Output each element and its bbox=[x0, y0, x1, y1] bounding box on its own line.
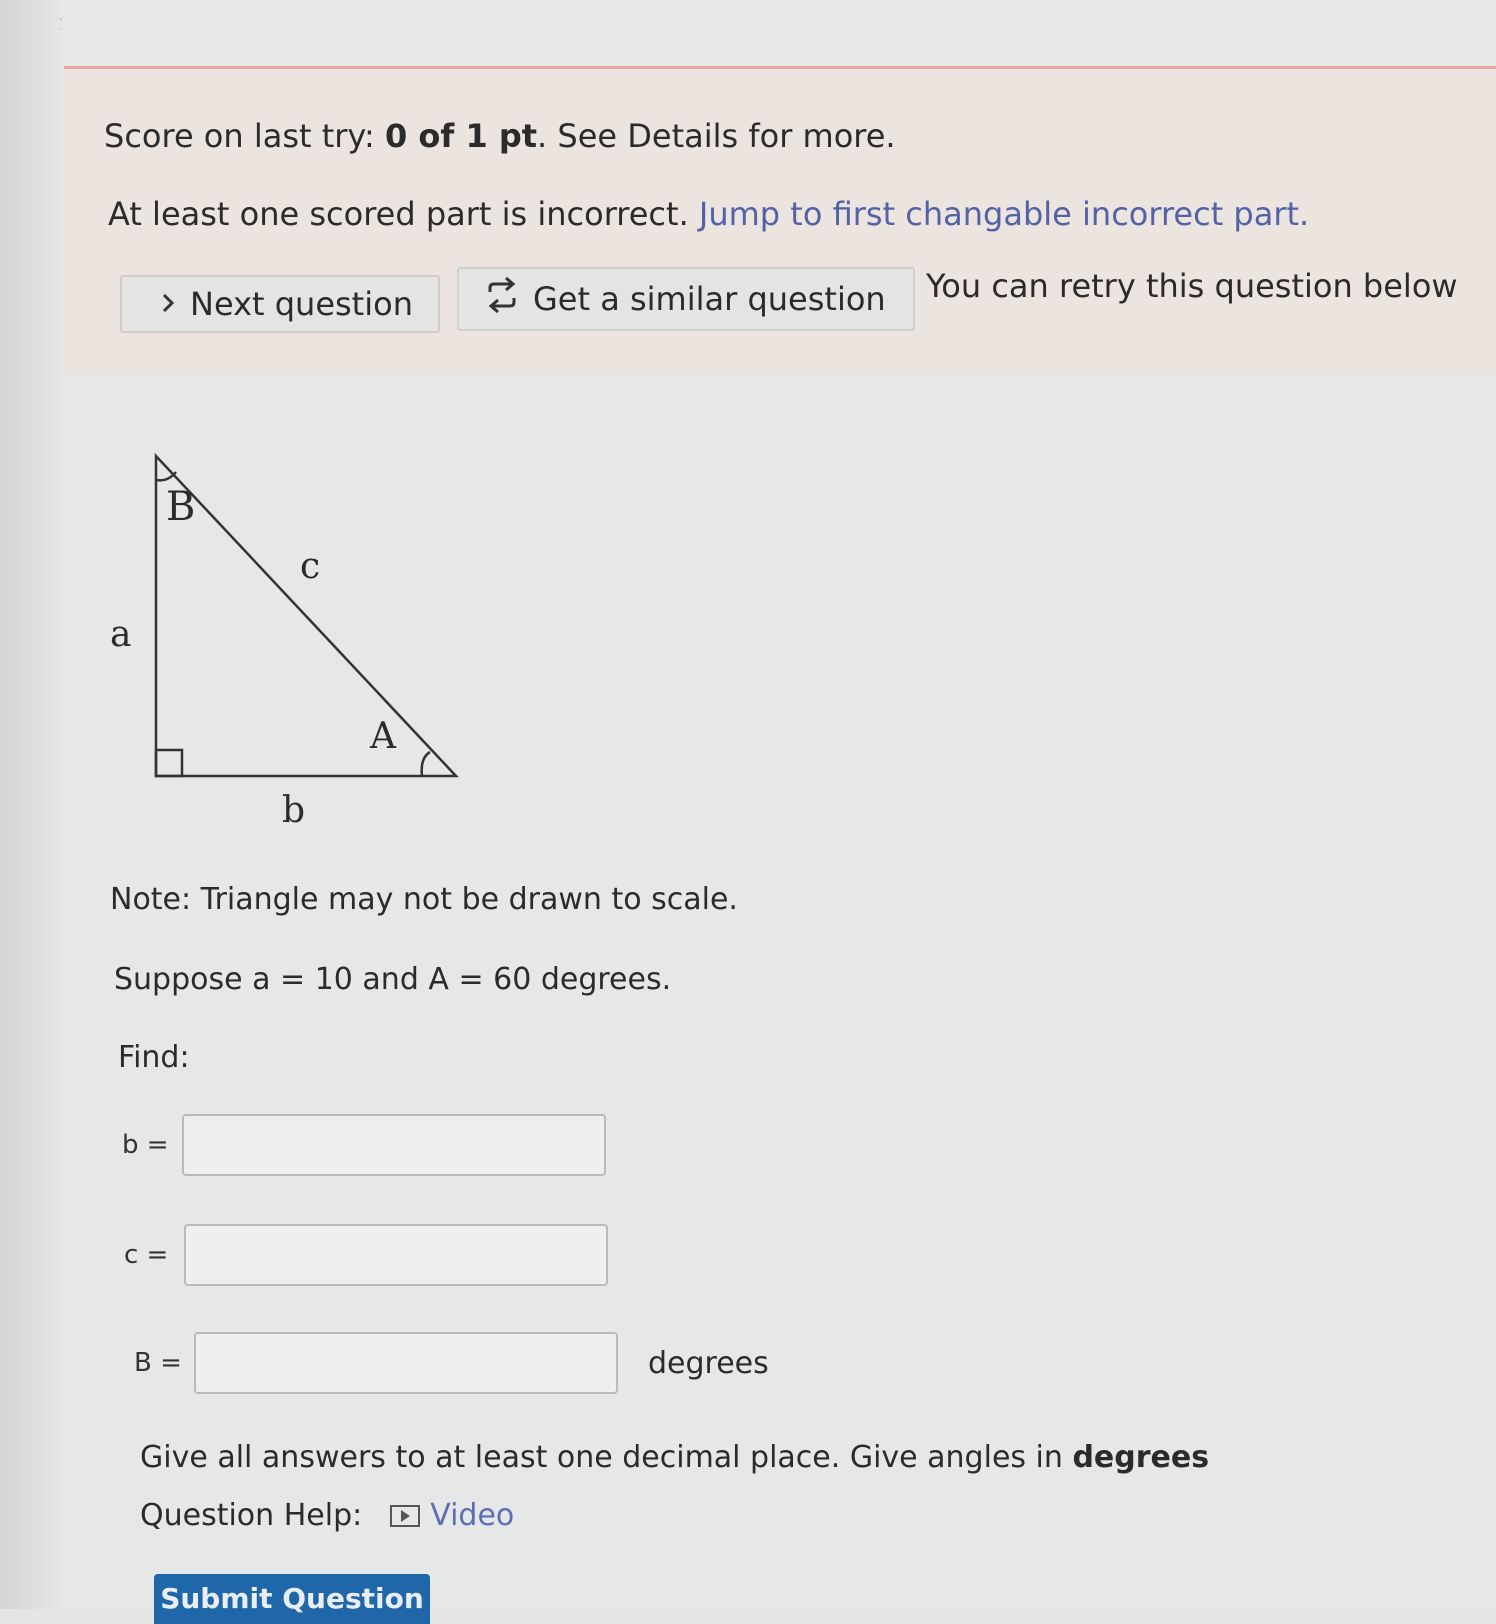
chevron-right-icon bbox=[160, 285, 176, 323]
angle-A-arc bbox=[422, 752, 430, 776]
jump-to-incorrect-link[interactable]: Jump to first changable incorrect part. bbox=[698, 195, 1310, 233]
triangle-outline bbox=[156, 456, 456, 776]
score-prefix: Score on last try: bbox=[104, 117, 385, 155]
vertex-A-label: A bbox=[370, 716, 396, 757]
question-help-label: Question Help: bbox=[140, 1498, 363, 1533]
next-question-label: Next question bbox=[190, 285, 413, 323]
incorrect-line bbox=[108, 195, 1309, 233]
video-help-link[interactable]: Video bbox=[430, 1498, 515, 1533]
question-help bbox=[140, 1498, 514, 1533]
scale-note: Note: Triangle may not be drawn to scale. bbox=[110, 882, 738, 917]
side-b-label: b bbox=[282, 790, 306, 831]
instructions bbox=[140, 1440, 1209, 1475]
score-alert bbox=[64, 66, 1496, 375]
answer-B-unit: degrees bbox=[648, 1345, 769, 1381]
answer-B-input[interactable] bbox=[194, 1332, 618, 1394]
score-value: 0 of 1 pt bbox=[384, 117, 538, 155]
given-values: Suppose a = 10 and A = 60 degrees. bbox=[114, 962, 672, 997]
score-line bbox=[104, 117, 896, 155]
vertex-B-label: B bbox=[166, 484, 196, 530]
page-margin bbox=[0, 0, 60, 1609]
score-suffix: . See Details for more. bbox=[537, 117, 896, 155]
right-angle-mark bbox=[156, 750, 182, 776]
answer-B-label: B = bbox=[134, 1348, 182, 1378]
incorrect-text: At least one scored part is incorrect. bbox=[108, 195, 699, 233]
similar-question-button[interactable] bbox=[457, 267, 915, 331]
answer-b-label: b = bbox=[122, 1130, 169, 1160]
submit-question-button[interactable]: Submit Question bbox=[154, 1574, 430, 1624]
answer-row-c bbox=[124, 1224, 608, 1286]
side-a-label: a bbox=[110, 614, 132, 655]
answer-row-B bbox=[134, 1332, 769, 1394]
side-c-label: c bbox=[300, 546, 321, 587]
answer-c-input[interactable] bbox=[184, 1224, 608, 1286]
next-question-button[interactable] bbox=[120, 275, 440, 333]
video-icon bbox=[390, 1505, 420, 1527]
instructions-text: Give all answers to at least one decimal place. Give angles in bbox=[140, 1440, 1073, 1475]
answer-c-label: c = bbox=[124, 1240, 169, 1270]
answer-b-input[interactable] bbox=[182, 1114, 606, 1176]
triangle-diagram bbox=[100, 440, 480, 840]
similar-question-label: Get a similar question bbox=[533, 280, 886, 318]
answer-row-b bbox=[122, 1114, 606, 1176]
retry-arrows-icon bbox=[485, 276, 519, 322]
triangle-figure bbox=[100, 440, 480, 844]
retry-text: You can retry this question below bbox=[926, 267, 1458, 305]
instructions-bold: degrees bbox=[1072, 1440, 1210, 1475]
find-label: Find: bbox=[118, 1040, 190, 1075]
